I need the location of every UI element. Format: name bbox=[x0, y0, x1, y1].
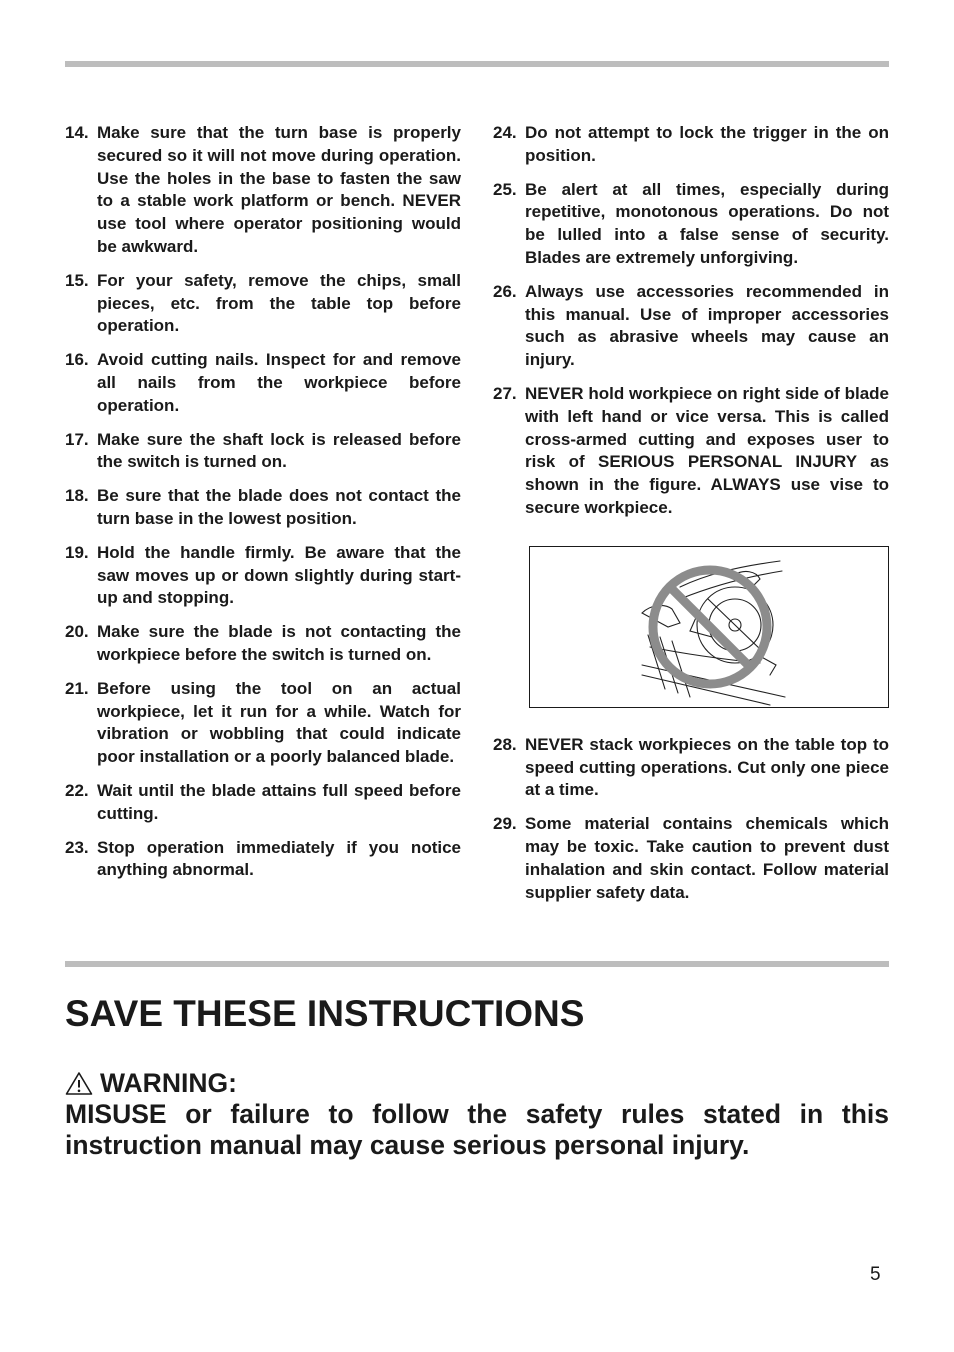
list-item bbox=[65, 429, 461, 475]
list-item bbox=[65, 678, 461, 769]
item-text: Always use accessories recommended in this manual. Use of improper accessories such as abrasive wheels may cause an injury. bbox=[525, 281, 889, 370]
top-rule bbox=[65, 61, 889, 67]
list-item bbox=[65, 621, 461, 667]
item-text: NEVER hold workpiece on right side of blade with left hand or vice versa. This is called cross-armed cutting and exposes user to risk of SERIOUS PERSONAL INJURY as shown in the figure. ALWAYS use vise to secure workpiece. bbox=[525, 383, 889, 517]
item-number: 21. bbox=[65, 678, 89, 698]
item-number: 25. bbox=[493, 179, 517, 199]
warning-triangle-icon bbox=[65, 1071, 93, 1096]
item-text: Wait until the blade attains full speed before cutting. bbox=[97, 780, 461, 823]
item-text: Make sure the blade is not contacting the workpiece before the switch is turned on. bbox=[97, 622, 461, 664]
item-text: Before using the tool on an actual workpiece, let it run for a while. Watch for vibration or wobbling that could indicate poor installation or a poorly balanced blade. bbox=[97, 678, 461, 767]
list-item bbox=[65, 122, 461, 259]
warning-block bbox=[65, 1068, 889, 1161]
item-number: 16. bbox=[65, 350, 89, 370]
item-text: Avoid cutting nails. Inspect for and remove all nails from the workpiece before operation. bbox=[97, 350, 461, 415]
item-text: Make sure the shaft lock is released before the switch is turned on. bbox=[97, 429, 461, 472]
list-item bbox=[65, 485, 461, 531]
warning-label: WARNING: bbox=[100, 1068, 237, 1098]
list-item bbox=[493, 281, 889, 372]
item-text: For your safety, remove the chips, small pieces, etc. from the table top before operation. bbox=[97, 270, 461, 336]
list-item bbox=[65, 349, 461, 417]
list-item bbox=[65, 837, 461, 883]
item-number: 24. bbox=[493, 123, 517, 142]
item-text: NEVER stack workpieces on the table top to speed cutting operations. Cut only one piece at a time. bbox=[525, 734, 889, 800]
item-number: 18. bbox=[65, 486, 89, 506]
item-number: 23. bbox=[65, 837, 89, 857]
item-text: Some material contains chemicals which may be toxic. Take caution to prevent dust inhalation and skin contact. Follow material supplier safety data. bbox=[525, 814, 889, 902]
item-text: Do not attempt to lock the trigger in the on position. bbox=[525, 123, 889, 165]
list-item bbox=[65, 542, 461, 610]
item-number: 15. bbox=[65, 270, 89, 290]
item-number: 22. bbox=[65, 780, 89, 800]
list-item bbox=[493, 122, 889, 168]
item-number: 17. bbox=[65, 429, 89, 449]
list-item bbox=[493, 179, 889, 270]
item-number: 20. bbox=[65, 622, 89, 642]
warning-text: MISUSE or failure to follow the safety rules stated in this instruction manual may cause serious personal injury. bbox=[65, 1099, 889, 1160]
list-item bbox=[493, 813, 889, 904]
item-text: Be sure that the blade does not contact the turn base in the lowest position. bbox=[97, 486, 461, 528]
list-item bbox=[65, 780, 461, 826]
item-text: Be alert at all times, especially during repetitive, monotonous operations. Do not be lulled into a false sense of security. Blades are extremely unforgiving. bbox=[525, 179, 889, 267]
item-number: 19. bbox=[65, 542, 89, 562]
item-number: 27. bbox=[493, 383, 517, 403]
item-number: 28. bbox=[493, 734, 517, 754]
item-text: Hold the handle firmly. Be aware that the saw moves up or down slightly during start-up and stopping. bbox=[97, 542, 461, 608]
cross-armed-cutting-figure bbox=[529, 546, 889, 708]
item-number: 29. bbox=[493, 814, 517, 834]
prohibition-sign-icon bbox=[530, 547, 888, 707]
item-text: Make sure that the turn base is properly secured so it will not move during operation. Use the holes in the base to fasten the saw to a stable work platform or bench. NEVER use tool where operator positioning would be awkward. bbox=[97, 123, 461, 256]
list-item bbox=[65, 270, 461, 338]
section-rule bbox=[65, 961, 889, 967]
save-instructions-heading: SAVE THESE INSTRUCTIONS bbox=[65, 993, 585, 1034]
left-column bbox=[65, 122, 461, 893]
right-column bbox=[493, 122, 889, 915]
item-number: 26. bbox=[493, 281, 517, 301]
warning-header bbox=[65, 1068, 889, 1099]
list-item bbox=[493, 734, 889, 802]
item-number: 14. bbox=[65, 123, 89, 142]
page-number: 5 bbox=[870, 1264, 881, 1285]
item-text: Stop operation immediately if you notice anything abnormal. bbox=[97, 837, 461, 880]
list-item bbox=[493, 383, 889, 520]
